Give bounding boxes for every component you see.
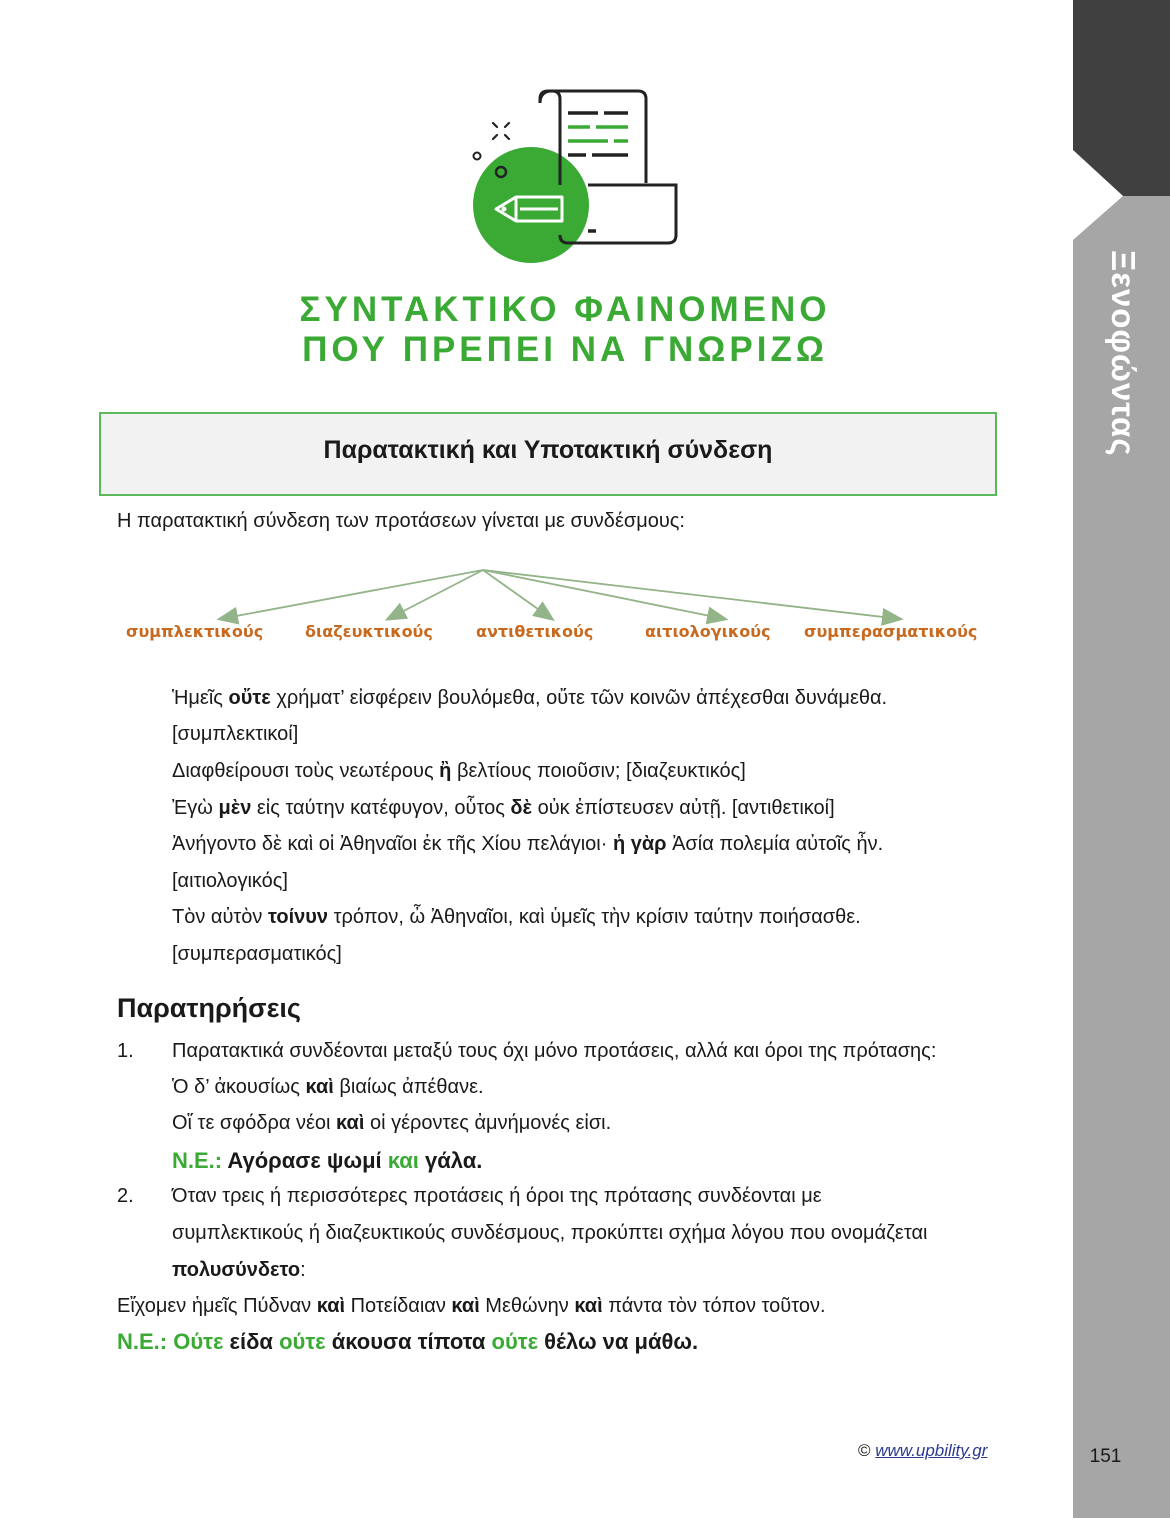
intro-text: Η παρατακτική σύνδεση των προτάσεων γίνεται με συνδέσμους: xyxy=(117,510,685,532)
observation-number-2: 2. xyxy=(117,1185,134,1207)
document-pencil-icon xyxy=(468,85,688,275)
side-tab-label: Ξενοφώντας xyxy=(1105,250,1142,457)
website-link[interactable]: www.upbility.gr xyxy=(875,1441,988,1460)
side-tab xyxy=(1073,0,1170,1518)
footer: © www.upbility.gr xyxy=(858,1441,988,1460)
example-5: Τὸν αὐτὸν τοίνυν τρόπον, ὦ Ἀθηναῖοι, καὶ ὑμεῖς τὴν κρίσιν ταύτην ποιήσασθε. xyxy=(172,906,861,928)
example-5-tag: [συμπερασματικός] xyxy=(172,943,342,965)
modern-greek-example-1: Ν.Ε.: Αγόρασε ψωμί και γάλα. xyxy=(172,1148,483,1173)
observation-2-text-line-2: συμπλεκτικούς ή διαζευκτικούς συνδέσμους, προκύπτει σχήμα λόγου που ονομάζεται xyxy=(172,1222,928,1244)
page-title xyxy=(0,290,1130,370)
example-4: Ἀνήγοντο δὲ καὶ οἱ Ἀθηναῖοι ἐκ τῆς Χίου πελάγιοι· ἡ γὰρ Ἀσία πολεμία αὐτοῖς ἦν. xyxy=(172,833,884,855)
example-1: Ἡμεῖς οὔτε χρήματ’ εἰσφέρειν βουλόμεθα, οὔτε τῶν κοινῶν ἀπέχεσθαι δυνάμεθα. xyxy=(172,687,888,709)
tree-branch-1 xyxy=(220,570,483,619)
tree-label-2: διαζευκτικούς xyxy=(305,622,433,641)
example-1-tag: [συμπλεκτικοί] xyxy=(172,723,299,745)
observation-1-example-1: Ὁ δ’ ἀκουσίως καὶ βιαίως ἀπέθανε. xyxy=(172,1076,484,1098)
title-line-2: ΠΟΥ ΠΡΕΠΕΙ ΝΑ ΓΝΩΡΙΖΩ xyxy=(302,330,828,369)
section-box xyxy=(99,412,997,496)
observation-2-text-line-1: Όταν τρεις ή περισσότερες προτάσεις ή όροι της πρότασης συνδέονται με xyxy=(172,1185,822,1207)
example-2: Διαφθείρουσι τοὺς νεωτέρους ἢ βελτίους ποιοῦσιν; [διαζευκτικός] xyxy=(172,760,746,782)
observation-number-1: 1. xyxy=(117,1040,134,1062)
observation-1-text: Παρατακτικά συνδέονται μεταξύ τους όχι μόνο προτάσεις, αλλά και όροι της πρότασης: xyxy=(172,1040,937,1062)
modern-greek-example-2: Ν.Ε.: Ούτε είδα ούτε άκουσα τίποτα ούτε θέλω να μάθω. xyxy=(117,1329,699,1354)
page-number: 151 xyxy=(1089,1446,1122,1467)
tree-branch-2 xyxy=(388,570,483,619)
example-3: Ἐγὼ μὲν εἰς ταύτην κατέφυγον, οὗτος δὲ οὐκ ἐπίστευσεν αὐτῇ. [αντιθετικοί] xyxy=(172,797,835,819)
tree-label-5: συμπερασματικούς xyxy=(804,622,978,641)
observation-1-example-2: Οἵ τε σφόδρα νέοι καὶ οἱ γέροντες ἀμνήμονές εἰσι. xyxy=(172,1112,612,1134)
tree-label-3: αντιθετικούς xyxy=(476,622,594,641)
tree-label-1: συμπλεκτικούς xyxy=(126,622,264,641)
polysyndeton-example: Εἴχομεν ἡμεῖς Πύδναν καὶ Ποτείδαιαν καὶ Μεθώνην καὶ πάντα τὸν τόπον τοῦτον. xyxy=(117,1295,826,1317)
section-title: Παρατακτική και Υποτακτική σύνδεση xyxy=(323,436,773,464)
example-4-tag: [αιτιολογικός] xyxy=(172,870,288,892)
title-line-1: ΣΥΝΤΑΚΤΙΚΟ ΦΑΙΝΟΜΕΝΟ xyxy=(299,290,831,329)
observations-heading: Παρατηρήσεις xyxy=(117,993,301,1023)
tree-label-4: αιτιολογικούς xyxy=(645,622,771,641)
observation-2-text-line-3: πολυσύνδετο: xyxy=(172,1259,306,1281)
